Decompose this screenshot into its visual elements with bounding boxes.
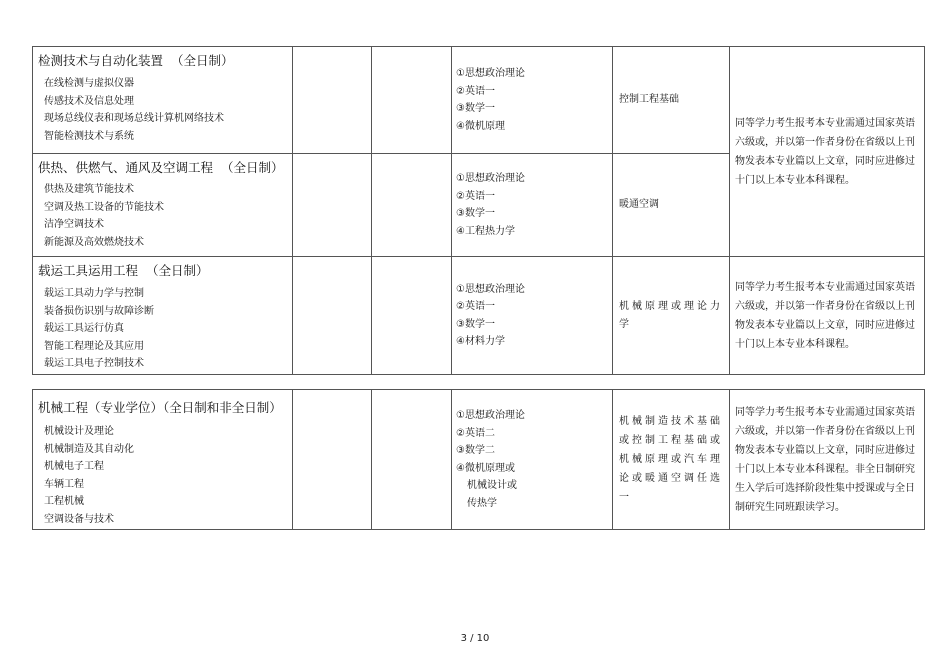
exam-subject: ②英语一 — [456, 190, 495, 202]
empty-cell — [372, 154, 452, 257]
empty-cell — [293, 154, 372, 257]
admission-table-1 — [32, 46, 925, 375]
direction-item: 空调及热工设备的节能技术 — [44, 201, 164, 213]
exam-subject: ③数学一 — [456, 318, 495, 330]
exam-cell — [452, 257, 613, 375]
exam-cell — [452, 154, 613, 257]
exam-subject: ①思想政治理论 — [456, 283, 525, 295]
basis-course: 控制工程基础 — [619, 94, 679, 105]
empty-cell — [293, 257, 372, 375]
exam-subject-list — [452, 281, 612, 351]
exam-subject: ②英语二 — [456, 427, 495, 439]
page-number: 3 / 10 — [460, 633, 490, 644]
admission-table-2 — [32, 389, 925, 530]
exam-subject: ①思想政治理论 — [456, 173, 525, 184]
basis-cell — [613, 390, 730, 530]
exam-subject: ②英语一 — [456, 85, 495, 97]
exam-cell — [452, 390, 613, 530]
direction-item: 机械设计及理论 — [44, 426, 114, 437]
exam-subject: ②英语一 — [456, 301, 495, 312]
exam-subject: ④微机原理 — [456, 120, 505, 132]
table-row — [33, 257, 925, 375]
exam-subject: ③数学一 — [456, 208, 495, 219]
direction-item: 机械制造及其自动化 — [44, 443, 134, 455]
note-cell — [730, 257, 925, 375]
exam-subject: ④工程热力学 — [456, 225, 515, 237]
major-cell — [33, 47, 293, 154]
direction-item: 空调设备与技术 — [44, 513, 114, 525]
direction-item: 新能源及高效燃烧技术 — [44, 236, 144, 248]
empty-cell — [293, 390, 372, 530]
basis-cell — [613, 257, 730, 375]
direction-list — [33, 285, 292, 373]
direction-list — [33, 75, 292, 145]
exam-subject: ①思想政治理论 — [456, 68, 525, 79]
basis-course: 暖通空调 — [619, 199, 659, 210]
exam-subject-list — [452, 407, 612, 512]
requirement-note: 同等学力考生报考本专业需通过国家英语六级或，并以第一作者身份在省级以上刊物发表本专业篇以上文章，同时应进修过十门以上本专业本科课程。 — [735, 281, 915, 350]
table-row — [33, 47, 925, 154]
major-name: 机械工程（专业学位）（全日制和非全日制） — [38, 400, 282, 415]
exam-subject-list — [452, 65, 612, 135]
exam-subject: ④材料力学 — [456, 336, 505, 347]
exam-cell — [452, 47, 613, 154]
requirement-note: 同等学力考生报考本专业需通过国家英语六级或，并以第一作者身份在省级以上刊物发表本专业篇以上文章，同时应进修过十门以上本专业本科课程。 — [735, 117, 915, 186]
basis-course: 机械原理或理论力学 — [619, 300, 723, 330]
exam-subject: ③数学二 — [456, 445, 495, 456]
major-cell — [33, 154, 293, 257]
requirement-note: 同等学力考生报考本专业需通过国家英语六级或，并以第一作者身份在省级以上刊物发表本专业篇以上文章，同时应进修过十门以上本专业本科课程。非全日制研究生入学后可选择阶段性集中授课或与全日制研究生同班跟读学习。 — [735, 406, 915, 513]
note-cell — [730, 390, 925, 530]
direction-item: 机械电子工程 — [44, 461, 104, 472]
empty-cell — [293, 47, 372, 154]
direction-item: 供热及建筑节能技术 — [44, 184, 134, 195]
exam-subject: ①思想政治理论 — [456, 410, 525, 421]
direction-item: 车辆工程 — [44, 478, 84, 490]
direction-item: 智能检测技术与系统 — [44, 130, 134, 142]
exam-subject: ④微机原理或 — [456, 462, 515, 474]
direction-item: 现场总线仪表和现场总线计算机网络技术 — [44, 113, 224, 124]
basis-course: 机械制造技术基础或控制工程基础或机械原理或汽车理论或暖通空调任选一 — [619, 416, 723, 503]
direction-item: 装备损伤识别与故障诊断 — [44, 305, 154, 317]
empty-cell — [372, 47, 452, 154]
direction-list — [33, 181, 292, 251]
direction-item: 载运工具动力学与控制 — [44, 288, 144, 299]
direction-item: 在线检测与虚拟仪器 — [44, 78, 134, 89]
table-row — [33, 390, 925, 530]
major-cell — [33, 390, 293, 530]
empty-cell — [372, 257, 452, 375]
exam-subject: ③数学一 — [456, 103, 495, 114]
major-name: 供热、供燃气、通风及空调工程 （全日制） — [38, 160, 284, 175]
direction-item: 载运工具运行仿真 — [44, 323, 124, 334]
exam-subject: 机械设计或 — [467, 480, 517, 491]
direction-item: 工程机械 — [44, 496, 84, 507]
exam-subject: 传热学 — [467, 497, 497, 509]
basis-cell — [613, 154, 730, 257]
basis-cell — [613, 47, 730, 154]
major-name: 检测技术与自动化装置 （全日制） — [38, 53, 234, 68]
major-cell — [33, 257, 293, 375]
major-name: 载运工具运用工程 （全日制） — [38, 263, 209, 278]
empty-cell — [372, 390, 452, 530]
direction-item: 载运工具电子控制技术 — [44, 358, 144, 369]
direction-item: 智能工程理论及其应用 — [44, 340, 144, 352]
direction-item: 洁净空调技术 — [44, 219, 104, 230]
exam-subject-list — [452, 170, 612, 240]
note-cell — [730, 47, 925, 257]
direction-list — [33, 423, 292, 528]
direction-item: 传感技术及信息处理 — [44, 95, 134, 107]
